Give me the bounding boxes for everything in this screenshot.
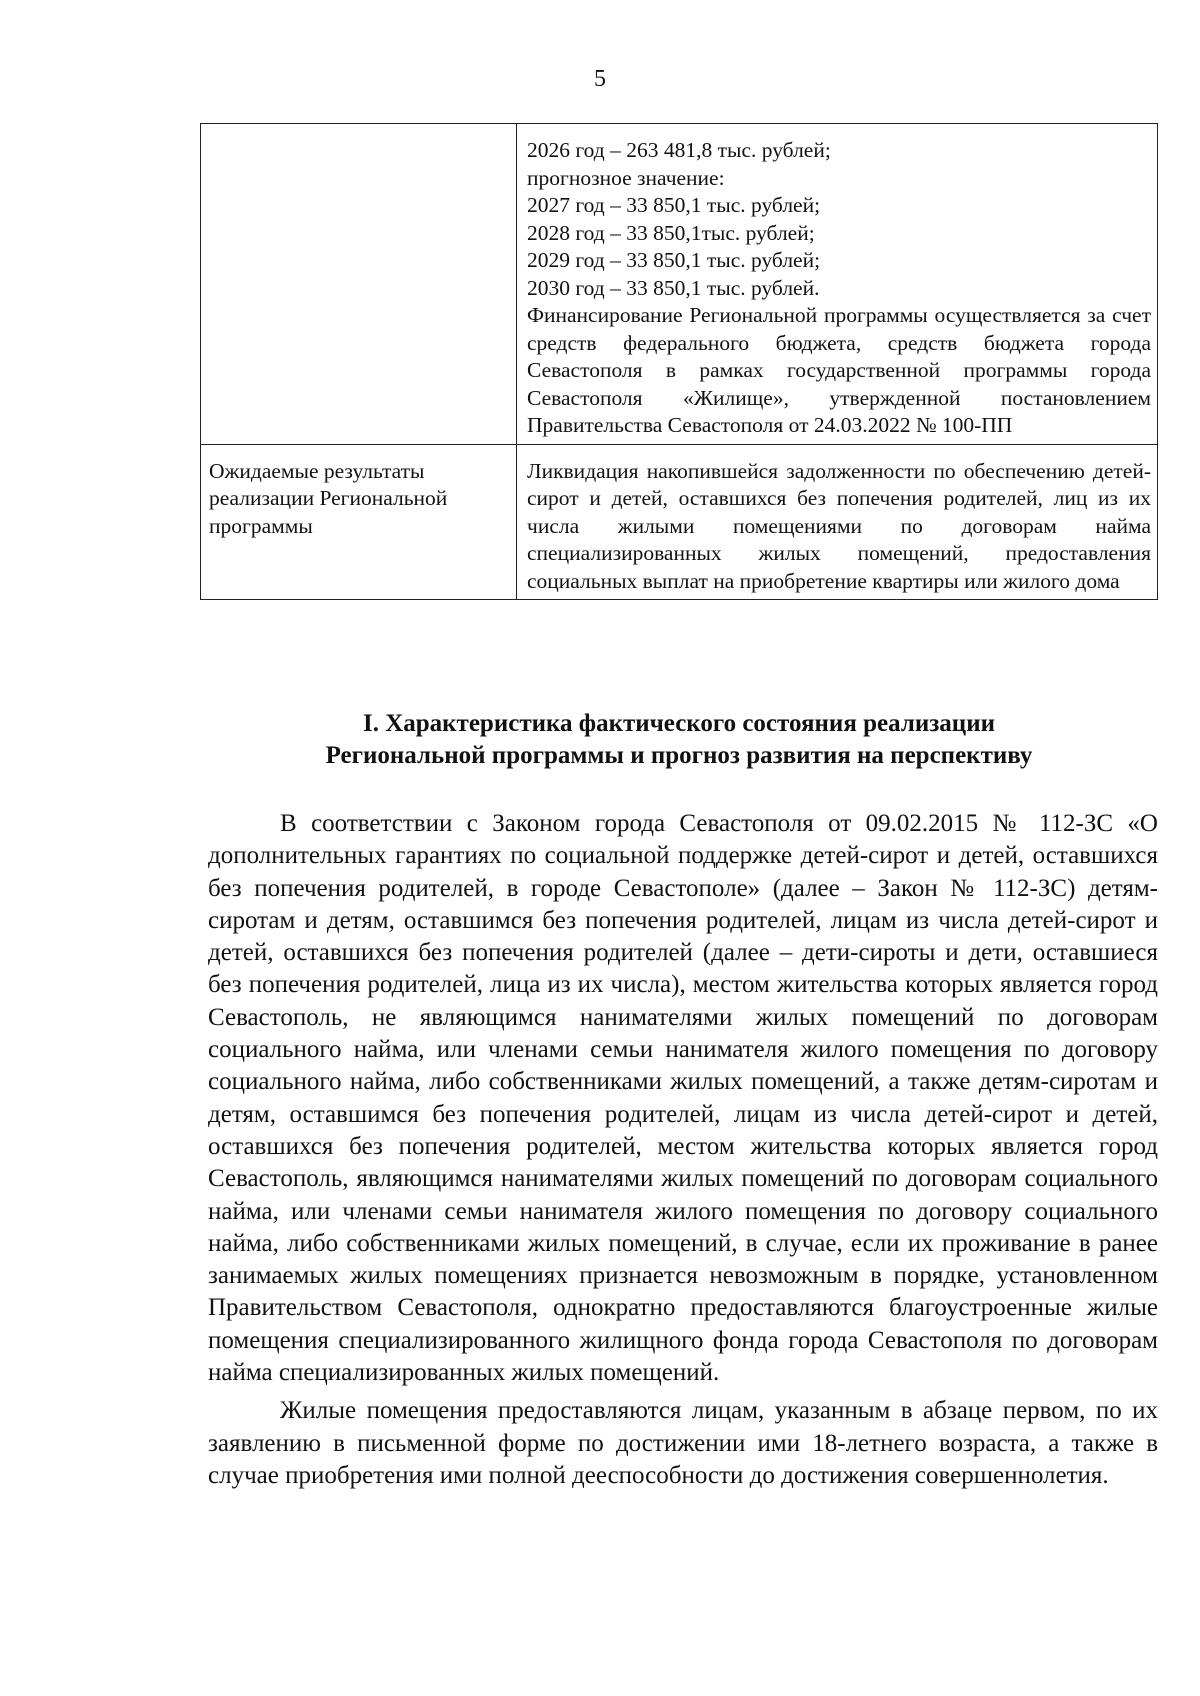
funding-line: прогнозное значение:: [527, 165, 725, 190]
program-passport-table: [200, 123, 1158, 600]
row-label-cell: [201, 124, 517, 445]
section-heading-line: I. Характеристика фактического состояния реализации: [362, 710, 996, 737]
expected-results-text: Ликвидация накопившейся задолженности по обеспечению детей-сирот и детей, оставшихся без попечения родителей, лиц из их числа жилыми помещениями по договорам найма специализированных жилых помещений, предоставления социальных выплат на приобретение квартиры или жилого дома: [527, 458, 1151, 593]
funding-line: 2028 год – 33 850,1тыс. рублей;: [527, 220, 815, 245]
row-value-cell: [517, 444, 1158, 600]
funding-line: 2026 год – 263 481,8 тыс. рублей;: [527, 138, 831, 162]
table-row: [201, 124, 1158, 445]
section-body: [208, 808, 1158, 1498]
funding-line: 2027 год – 33 850,1 тыс. рублей;: [527, 193, 821, 217]
section-heading: [200, 708, 1158, 772]
body-paragraph: В соответствии с Законом города Севастополя от 09.02.2015 № 112-ЗС «О дополнительных гарантиях по социальной поддержке детей-сирот и детей, оставшихся без попечения родителей, в городе Севастополе» (далее – Закон № 112-ЗС) детям-сиротам и детям, оставшимся без попечения родителей, лицам из числа детей-сирот и детей, оставшихся без попечения родителей (далее – дети-сироты и дети, оставшиеся без попечения родителей, лица из их числа), местом жительства которых является город Севастополь, не являющимся нанимателями жилых помещений по договорам социального найма, или членами семьи нанимателя жилого помещения по договору социального найма, либо собственниками жилых помещений, а также детям-сиротам и детям, оставшимся без попечения родителей, лицам из числа детей-сирот и детей, оставшихся без попечения родителей, местом жительства которых является город Севастополь, являющимся нанимателями жилых помещений по договорам социального найма, или членами семьи нанимателя жилого помещения по договору социального найма, либо собственниками жилых помещений, в случае, если их проживание в ранее занимаемых жилых помещениях признается невозможным в порядке, установленном Правительством Севастополя, однократно предоставляются благоустроенные жилые помещения специализированного жилищного фонда города Севастополя по договорам найма специализированных жилых помещений.: [208, 810, 1158, 1387]
page-number: 5: [594, 66, 606, 92]
funding-line: 2029 год – 33 850,1 тыс. рублей;: [527, 248, 821, 272]
funding-source-text: Финансирование Региональной программы осуществляется за счет средств федерального бюджета, средств бюджета города Севастополя в рамках государственной программы города Севастополя «Жилище», утвержденной постановлением Правительства Севастополя от 24.03.2022 № 100-ПП: [527, 303, 1151, 437]
table-row: [201, 444, 1158, 600]
funding-line: 2030 год – 33 850,1 тыс. рублей.: [527, 275, 820, 300]
row-value-cell: [517, 124, 1158, 445]
section-heading-line: Региональной программы и прогноз развития на перспективу: [325, 742, 1033, 769]
expected-results-label: Ожидаемые результаты реализации Региональной программы: [201, 444, 517, 600]
body-paragraph: Жилые помещения предоставляются лицам, указанным в абзаце первом, по их заявлению в письменной форме по достижении ими 18-летнего возраста, а также в случае приобретения ими полной дееспособности до достижения совершеннолетия.: [208, 1397, 1158, 1489]
